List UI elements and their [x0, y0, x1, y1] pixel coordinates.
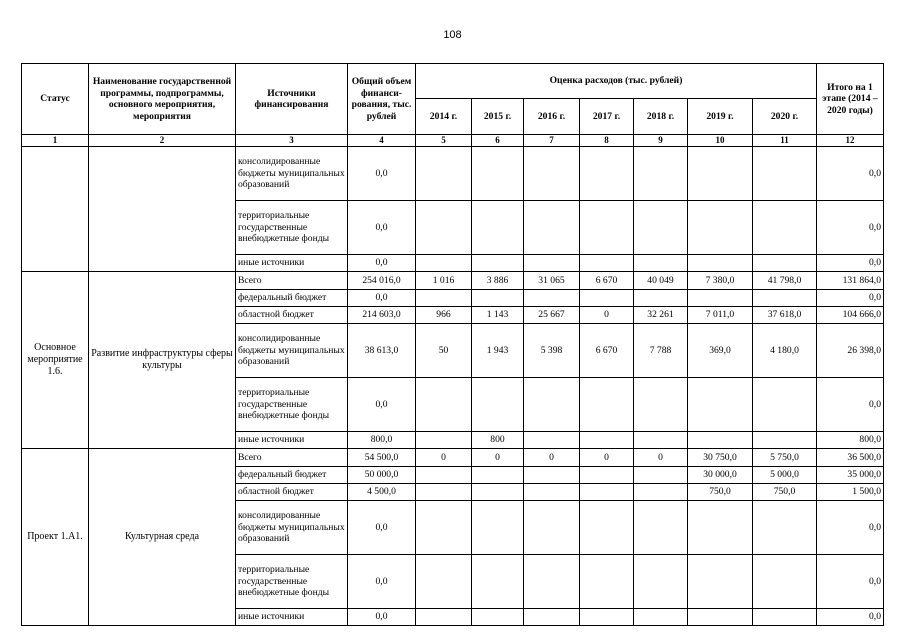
year-value-cell: [753, 146, 817, 200]
year-value-cell: [688, 500, 753, 554]
year-value-cell: [580, 200, 634, 254]
year-value-cell: [753, 500, 817, 554]
year-value-cell: [580, 289, 634, 306]
stage-total-cell: 0,0: [817, 254, 884, 271]
program-name-cell: [89, 146, 236, 271]
column-number: 2: [89, 135, 236, 147]
funding-source-cell: федеральный бюджет: [236, 289, 348, 306]
year-value-cell: [580, 431, 634, 448]
year-value-cell: [634, 377, 688, 431]
column-number: 9: [634, 135, 688, 147]
column-number: 3: [236, 135, 348, 147]
year-value-cell: [753, 377, 817, 431]
total-volume-cell: 254 016,0: [348, 271, 416, 289]
year-value-cell: 369,0: [688, 323, 753, 377]
header-name: Наименование государственной программы, подпрограммы, основного мероприятия, мероприятия: [89, 64, 236, 135]
total-volume-cell: 50 000,0: [348, 466, 416, 483]
year-value-cell: [688, 608, 753, 625]
funding-source-cell: иные источники: [236, 608, 348, 625]
header-year: 2016 г.: [524, 99, 580, 135]
year-value-cell: [753, 200, 817, 254]
header-estimate: Оценка расходов (тыс. рублей): [416, 64, 817, 99]
program-name-cell: Развитие инфраструктуры сферы культуры: [89, 271, 236, 448]
table-row: [22, 271, 884, 289]
year-value-cell: [472, 554, 524, 608]
page-number: 108: [443, 29, 462, 41]
stage-total-cell: 131 864,0: [817, 271, 884, 289]
year-value-cell: [634, 466, 688, 483]
column-number: 1: [22, 135, 89, 147]
year-value-cell: [524, 431, 580, 448]
year-value-cell: 41 798,0: [753, 271, 817, 289]
header-year: 2017 г.: [580, 99, 634, 135]
status-cell: Проект 1.А1.: [22, 448, 89, 625]
financing-table: [21, 63, 884, 626]
year-value-cell: 750,0: [753, 483, 817, 500]
year-value-cell: [524, 500, 580, 554]
funding-source-cell: Всего: [236, 448, 348, 466]
column-number: 4: [348, 135, 416, 147]
stage-total-cell: 0,0: [817, 377, 884, 431]
year-value-cell: 6 670: [580, 323, 634, 377]
column-number: 12: [817, 135, 884, 147]
year-value-cell: [416, 146, 472, 200]
funding-source-cell: областной бюджет: [236, 483, 348, 500]
total-volume-cell: 54 500,0: [348, 448, 416, 466]
year-value-cell: 966: [416, 306, 472, 323]
year-value-cell: [524, 466, 580, 483]
year-value-cell: [580, 554, 634, 608]
year-value-cell: [580, 466, 634, 483]
year-value-cell: 750,0: [688, 483, 753, 500]
column-number: 11: [753, 135, 817, 147]
header-year: 2015 г.: [472, 99, 524, 135]
stage-total-cell: 1 500,0: [817, 483, 884, 500]
header-year: 2020 г.: [753, 99, 817, 135]
status-cell: [22, 146, 89, 271]
year-value-cell: 37 618,0: [753, 306, 817, 323]
total-volume-cell: 4 500,0: [348, 483, 416, 500]
funding-source-cell: иные источники: [236, 431, 348, 448]
year-value-cell: [416, 289, 472, 306]
year-value-cell: [416, 431, 472, 448]
funding-source-cell: консолидированные бюджеты муниципальных образований: [236, 323, 348, 377]
stage-total-cell: 0,0: [817, 608, 884, 625]
year-value-cell: [472, 254, 524, 271]
year-value-cell: [688, 200, 753, 254]
total-volume-cell: 0,0: [348, 200, 416, 254]
year-value-cell: [580, 377, 634, 431]
year-value-cell: [634, 289, 688, 306]
total-volume-cell: 0,0: [348, 608, 416, 625]
funding-source-cell: областной бюджет: [236, 306, 348, 323]
year-value-cell: 800: [472, 431, 524, 448]
year-value-cell: [753, 608, 817, 625]
year-value-cell: [416, 500, 472, 554]
column-number: 6: [472, 135, 524, 147]
year-value-cell: [688, 554, 753, 608]
year-value-cell: 30 000,0: [688, 466, 753, 483]
year-value-cell: [688, 377, 753, 431]
header-sources: Источники финансирования: [236, 64, 348, 135]
year-value-cell: [416, 608, 472, 625]
year-value-cell: [416, 483, 472, 500]
year-value-cell: [416, 377, 472, 431]
funding-source-cell: консолидированные бюджеты муниципальных образований: [236, 146, 348, 200]
year-value-cell: 1 016: [416, 271, 472, 289]
year-value-cell: [472, 289, 524, 306]
funding-source-cell: территориальные государственные внебюджетные фонды: [236, 554, 348, 608]
year-value-cell: [634, 431, 688, 448]
year-value-cell: 6 670: [580, 271, 634, 289]
stage-total-cell: 800,0: [817, 431, 884, 448]
funding-source-cell: федеральный бюджет: [236, 466, 348, 483]
stage-total-cell: 0,0: [817, 500, 884, 554]
year-value-cell: [688, 431, 753, 448]
year-value-cell: [472, 146, 524, 200]
header-year: 2018 г.: [634, 99, 688, 135]
year-value-cell: 0: [472, 448, 524, 466]
year-value-cell: [753, 254, 817, 271]
column-number: 10: [688, 135, 753, 147]
year-value-cell: [524, 377, 580, 431]
year-value-cell: 0: [634, 448, 688, 466]
year-value-cell: 0: [580, 448, 634, 466]
year-value-cell: [634, 500, 688, 554]
header-year: 2019 г.: [688, 99, 753, 135]
year-value-cell: [634, 483, 688, 500]
year-value-cell: 5 000,0: [753, 466, 817, 483]
total-volume-cell: 0,0: [348, 254, 416, 271]
year-value-cell: 30 750,0: [688, 448, 753, 466]
year-value-cell: [634, 254, 688, 271]
year-value-cell: 25 667: [524, 306, 580, 323]
total-volume-cell: 38 613,0: [348, 323, 416, 377]
total-volume-cell: 0,0: [348, 377, 416, 431]
stage-total-cell: 0,0: [817, 289, 884, 306]
year-value-cell: [524, 608, 580, 625]
program-name-cell: Культурная среда: [89, 448, 236, 625]
year-value-cell: [416, 200, 472, 254]
year-value-cell: [416, 554, 472, 608]
stage-total-cell: 26 398,0: [817, 323, 884, 377]
year-value-cell: 1 143: [472, 306, 524, 323]
year-value-cell: [688, 289, 753, 306]
year-value-cell: [472, 377, 524, 431]
year-value-cell: 31 065: [524, 271, 580, 289]
year-value-cell: [472, 608, 524, 625]
stage-total-cell: 0,0: [817, 554, 884, 608]
year-value-cell: [634, 554, 688, 608]
year-value-cell: 7 380,0: [688, 271, 753, 289]
year-value-cell: [472, 500, 524, 554]
stage-total-cell: 0,0: [817, 200, 884, 254]
header-stage-total: Итого на 1 этапе (2014 – 2020 годы): [817, 64, 884, 135]
total-volume-cell: 0,0: [348, 289, 416, 306]
year-value-cell: [472, 483, 524, 500]
year-value-cell: [416, 466, 472, 483]
year-value-cell: 0: [416, 448, 472, 466]
year-value-cell: [634, 200, 688, 254]
table-row: [22, 448, 884, 466]
year-value-cell: [524, 289, 580, 306]
year-value-cell: [524, 554, 580, 608]
stage-total-cell: 0,0: [817, 146, 884, 200]
year-value-cell: [472, 200, 524, 254]
total-volume-cell: 0,0: [348, 500, 416, 554]
year-value-cell: 0: [580, 306, 634, 323]
year-value-cell: [472, 466, 524, 483]
year-value-cell: [580, 254, 634, 271]
year-value-cell: 1 943: [472, 323, 524, 377]
year-value-cell: 7 011,0: [688, 306, 753, 323]
funding-source-cell: территориальные государственные внебюджетные фонды: [236, 377, 348, 431]
year-value-cell: 7 788: [634, 323, 688, 377]
table-row: [22, 146, 884, 200]
funding-source-cell: иные источники: [236, 254, 348, 271]
total-volume-cell: 0,0: [348, 554, 416, 608]
header-year: 2014 г.: [416, 99, 472, 135]
year-value-cell: 3 886: [472, 271, 524, 289]
year-value-cell: [634, 146, 688, 200]
year-value-cell: [580, 483, 634, 500]
year-value-cell: [524, 146, 580, 200]
year-value-cell: 4 180,0: [753, 323, 817, 377]
funding-source-cell: территориальные государственные внебюджетные фонды: [236, 200, 348, 254]
header-total: Общий объем финанси-рования, тыс. рублей: [348, 64, 416, 135]
year-value-cell: [634, 608, 688, 625]
year-value-cell: 40 049: [634, 271, 688, 289]
year-value-cell: [524, 483, 580, 500]
year-value-cell: [524, 254, 580, 271]
year-value-cell: [524, 200, 580, 254]
year-value-cell: [753, 554, 817, 608]
year-value-cell: [580, 608, 634, 625]
total-volume-cell: 800,0: [348, 431, 416, 448]
year-value-cell: [580, 146, 634, 200]
year-value-cell: [753, 431, 817, 448]
header-status: Статус: [22, 64, 89, 135]
stage-total-cell: 35 000,0: [817, 466, 884, 483]
year-value-cell: [688, 254, 753, 271]
funding-source-cell: Всего: [236, 271, 348, 289]
total-volume-cell: 214 603,0: [348, 306, 416, 323]
stage-total-cell: 104 666,0: [817, 306, 884, 323]
year-value-cell: 0: [524, 448, 580, 466]
year-value-cell: [580, 500, 634, 554]
year-value-cell: [416, 254, 472, 271]
year-value-cell: 5 398: [524, 323, 580, 377]
status-cell: Основное мероприятие 1.6.: [22, 271, 89, 448]
column-number: 5: [416, 135, 472, 147]
year-value-cell: 32 261: [634, 306, 688, 323]
total-volume-cell: 0,0: [348, 146, 416, 200]
year-value-cell: [753, 289, 817, 306]
stage-total-cell: 36 500,0: [817, 448, 884, 466]
year-value-cell: 50: [416, 323, 472, 377]
column-number: 7: [524, 135, 580, 147]
column-number: 8: [580, 135, 634, 147]
funding-source-cell: консолидированные бюджеты муниципальных образований: [236, 500, 348, 554]
year-value-cell: 5 750,0: [753, 448, 817, 466]
year-value-cell: [688, 146, 753, 200]
